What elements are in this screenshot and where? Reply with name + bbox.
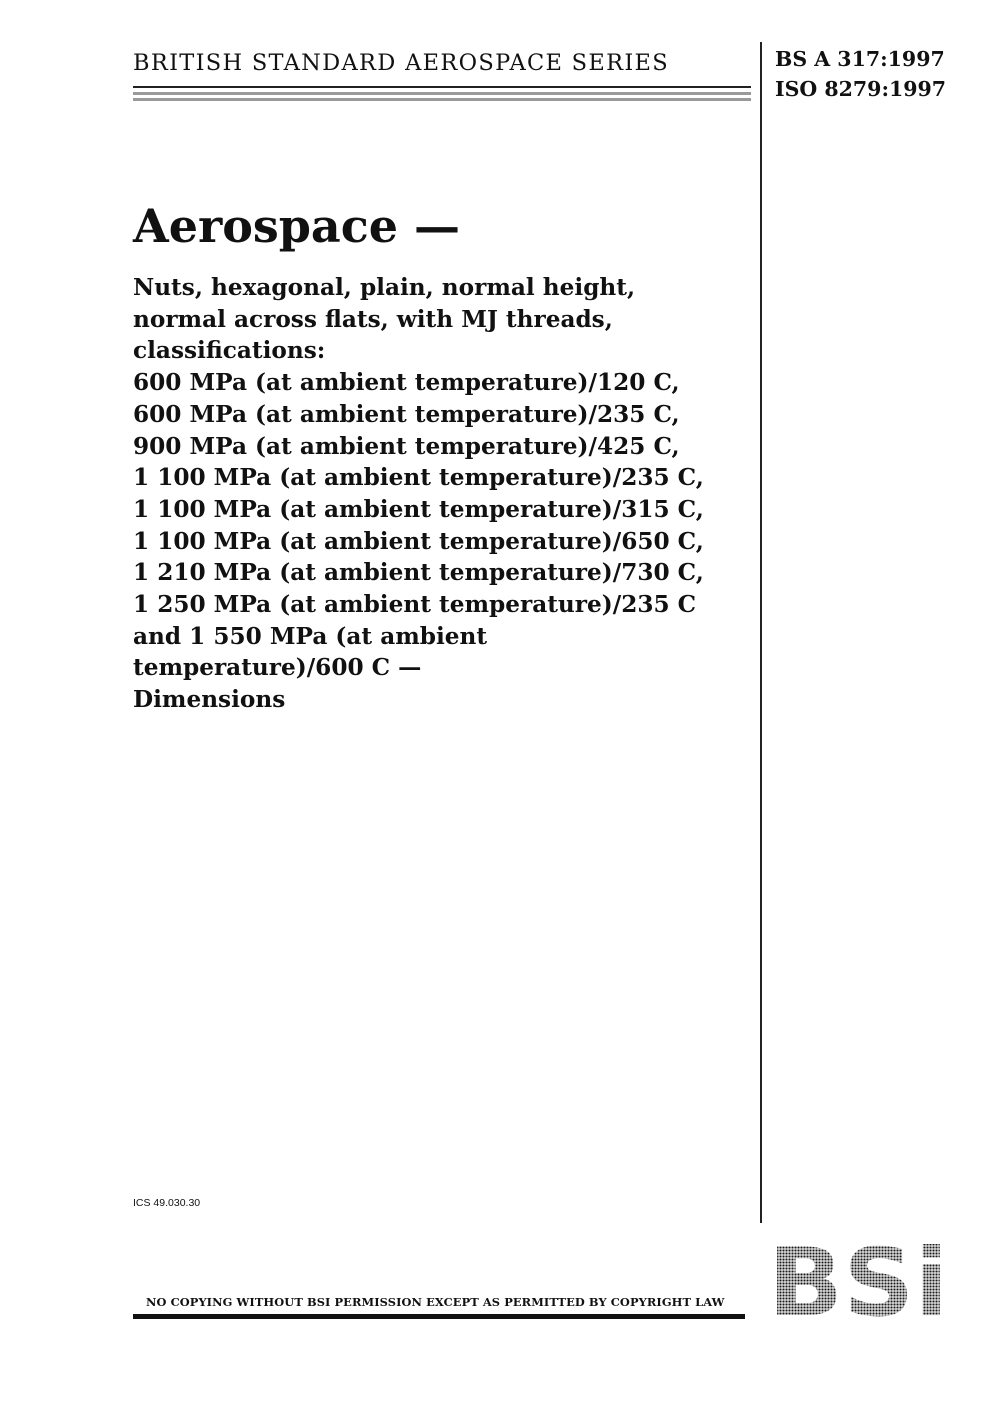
vertical-divider bbox=[760, 42, 762, 1223]
subtitle-line: temperature)/600 C — bbox=[133, 654, 422, 682]
series-header: BRITISH STANDARD AEROSPACE SERIES bbox=[133, 50, 669, 76]
footer-rule bbox=[133, 1314, 745, 1319]
document-subtitle bbox=[133, 272, 704, 716]
bsi-logo-icon bbox=[770, 1243, 946, 1319]
header-rule-grey-2 bbox=[133, 98, 751, 101]
subtitle-line: 900 MPa (at ambient temperature)/425 C, bbox=[133, 432, 680, 460]
subtitle-line: Nuts, hexagonal, plain, normal height, bbox=[133, 274, 636, 301]
subtitle-line: 1 210 MPa (at ambient temperature)/730 C, bbox=[133, 559, 704, 587]
document-title: Aerospace — bbox=[133, 199, 461, 253]
subtitle-line: 1 250 MPa (at ambient temperature)/235 C bbox=[133, 591, 697, 619]
subtitle-line: 1 100 MPa (at ambient temperature)/235 C, bbox=[133, 464, 704, 492]
subtitle-line: normal across flats, with MJ threads, bbox=[133, 305, 613, 333]
subtitle-line: and 1 550 MPa (at ambient bbox=[133, 622, 488, 650]
subtitle-line: 1 100 MPa (at ambient temperature)/315 C, bbox=[133, 495, 704, 523]
subtitle-line: 600 MPa (at ambient temperature)/235 C, bbox=[133, 400, 680, 428]
standard-numbers bbox=[775, 44, 946, 104]
standard-number-bs: BS A 317:1997 bbox=[775, 47, 945, 71]
header-rule bbox=[133, 86, 751, 88]
ics-code: ICS 49.030.30 bbox=[133, 1197, 201, 1209]
subtitle-line: Dimensions bbox=[133, 686, 286, 714]
standard-number-iso: ISO 8279:1997 bbox=[775, 77, 947, 101]
header-rule-grey-1 bbox=[133, 92, 751, 95]
subtitle-line: classifications: bbox=[133, 337, 326, 365]
subtitle-line: 1 100 MPa (at ambient temperature)/650 C, bbox=[133, 527, 704, 555]
subtitle-line: 600 MPa (at ambient temperature)/120 C, bbox=[133, 369, 680, 397]
copyright-notice: NO COPYING WITHOUT BSI PERMISSION EXCEPT AS PERMITTED BY COPYRIGHT LAW bbox=[146, 1295, 725, 1309]
